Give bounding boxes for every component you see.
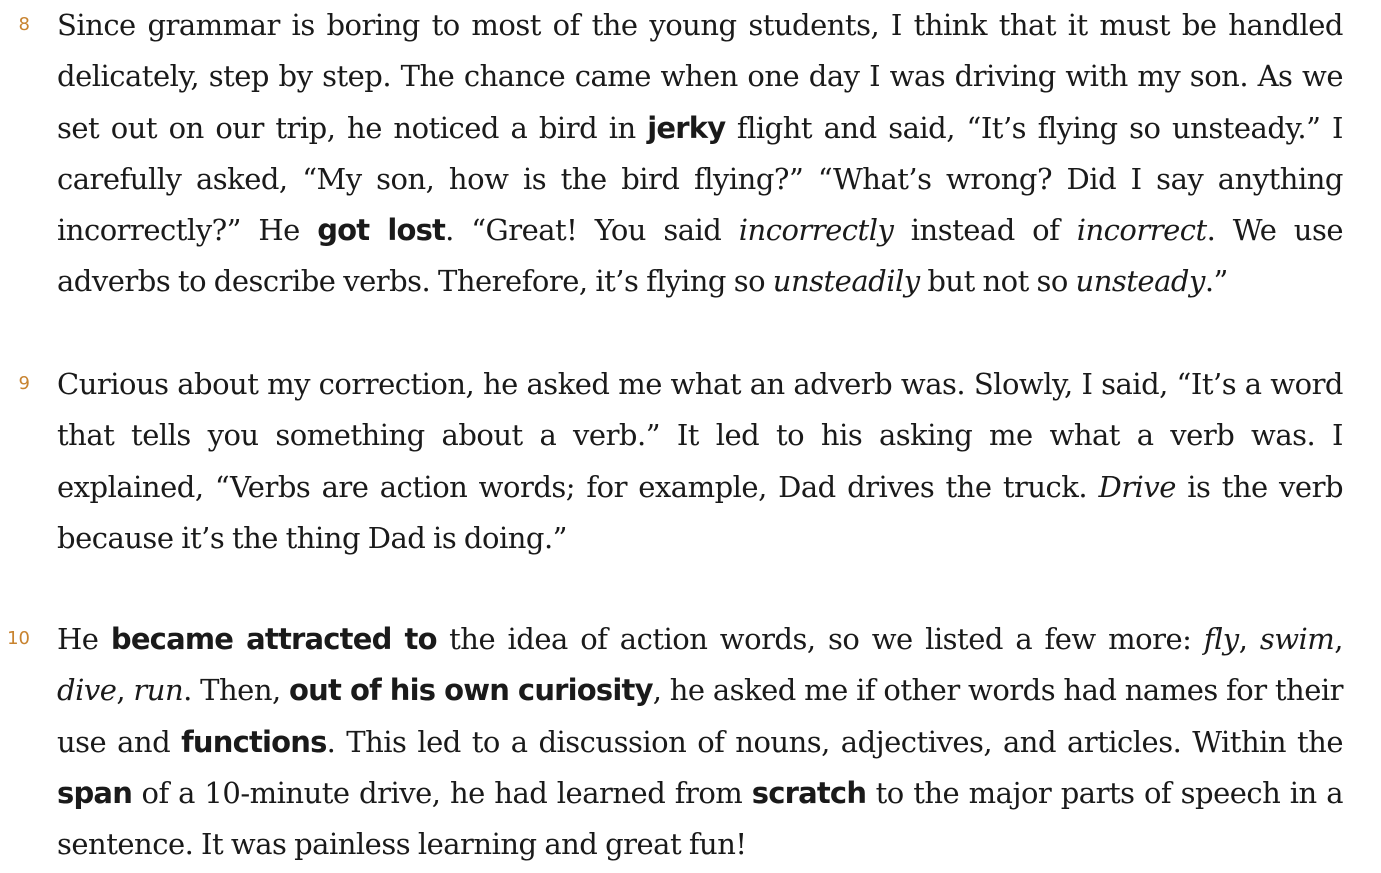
- italic-term: run: [133, 673, 184, 708]
- text-run: . Then,: [183, 673, 290, 708]
- italic-term: incorrect: [1076, 213, 1207, 248]
- paragraph-text: [57, 359, 1343, 564]
- text-run: to the major parts of speech in a sentence. It was painless learning and great fun!: [57, 775, 1343, 862]
- paragraph-number: 8: [18, 14, 30, 35]
- text-run: Since grammar is boring to most of the young students, I think that it must be handled delicately, step by step. The chance came when one day I was driving with my son. As we set out on our trip, he noticed a bird in: [57, 8, 1343, 145]
- italic-term: fly: [1203, 622, 1239, 656]
- italic-term: unsteadily: [772, 264, 920, 299]
- text-run: ,: [116, 673, 134, 708]
- text-run: instead of: [893, 213, 1077, 248]
- text-run: of a 10-minute drive, he had learned from: [132, 775, 752, 810]
- text-run: flight and said, “It’s flying so unsteady.” I carefully asked, “My son, how is the bird flying?” “What’s wrong? Did I say anything incorrectly?” He: [57, 110, 1343, 248]
- text-run: the idea of action words, so we listed a few more:: [436, 622, 1204, 656]
- italic-term: swim: [1259, 622, 1335, 656]
- text-run: . We use adverbs to describe verbs. Therefore, it’s flying so: [57, 213, 1343, 299]
- paragraph-number: 9: [18, 373, 30, 394]
- text-run: . This led to a discussion of nouns, adjectives, and articles. Within the: [326, 724, 1343, 759]
- bold-term: jerky: [647, 110, 726, 145]
- text-run: is the verb because it’s the thing Dad is doing.”: [57, 469, 1344, 555]
- bold-term: scratch: [751, 775, 867, 810]
- bold-term: functions: [181, 724, 327, 759]
- text-run: , he asked me if other words had names for their use and: [57, 673, 1344, 759]
- text-run: . “Great! You said: [445, 213, 739, 248]
- italic-term: dive: [57, 673, 117, 708]
- text-run: but not so: [919, 264, 1076, 299]
- italic-term: unsteady: [1075, 264, 1205, 299]
- bold-term: span: [57, 775, 133, 810]
- text-run: ,: [1238, 622, 1260, 656]
- bold-term: out of his own curiosity: [289, 673, 653, 708]
- italic-term: Drive: [1098, 469, 1176, 504]
- text-run: He: [57, 622, 111, 656]
- text-run: Curious about my correction, he asked me what an adverb was. Slowly, I said, “It’s a word that tells you something about a verb.” It led to his asking me what a verb was. I explained, “Verbs are action words; for example, Dad drives the truck.: [57, 367, 1343, 504]
- italic-term: incorrectly: [738, 213, 894, 248]
- bold-term: became attracted to: [110, 622, 437, 656]
- paragraph-text: [57, 614, 1343, 870]
- bold-term: got lost: [317, 213, 446, 248]
- text-run: ,: [1334, 622, 1344, 656]
- paragraph-number: 10: [7, 628, 30, 649]
- paragraph-text: [57, 0, 1343, 308]
- text-run: .”: [1204, 264, 1228, 299]
